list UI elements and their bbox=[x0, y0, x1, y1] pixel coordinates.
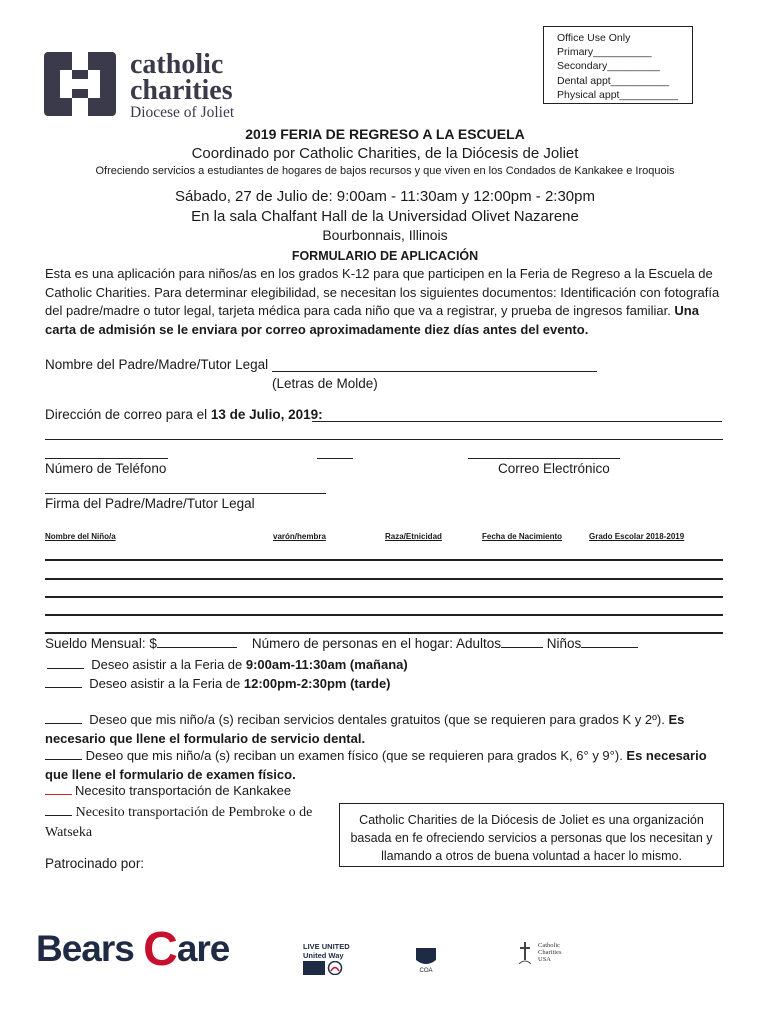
dental-required: Es necesario que llene el formulario de servicio dental. bbox=[45, 712, 685, 746]
signature-field[interactable] bbox=[45, 493, 326, 494]
dental-prefix: Deseo que mis niño/a (s) reciban servicios dentales gratuitos (que se requieren para grados K y 2º). bbox=[89, 712, 669, 727]
children-field[interactable] bbox=[581, 636, 638, 648]
household-line bbox=[45, 636, 638, 651]
kankakee-checkbox[interactable] bbox=[45, 784, 72, 795]
children-label: Niños bbox=[543, 636, 582, 651]
logo-line-3: Diocese of Joliet bbox=[130, 104, 235, 121]
child-row-1[interactable] bbox=[45, 559, 723, 561]
email-label: Correo Electrónico bbox=[498, 461, 610, 476]
office-primary: Primary__________ bbox=[557, 46, 652, 59]
united-way-icon bbox=[303, 961, 349, 975]
bears-care-suffix: are bbox=[176, 928, 230, 969]
ccusa-text: Catholic Charities USA bbox=[538, 942, 562, 963]
logo-line-1: catholic bbox=[130, 49, 224, 80]
signature-label: Firma del Padre/Madre/Tutor Legal bbox=[45, 496, 255, 511]
kankakee-label: Necesito transportación de Kankakee bbox=[75, 783, 292, 798]
child-row-2[interactable] bbox=[45, 578, 723, 580]
col-ethnicity: Raza/Etnicidad bbox=[385, 532, 442, 541]
address-field-line-2[interactable] bbox=[45, 439, 723, 440]
cross-icon bbox=[42, 50, 122, 118]
phone-field-extra[interactable] bbox=[317, 458, 353, 459]
event-city: Bourbonnais, Illinois bbox=[322, 227, 448, 243]
coa-logo bbox=[405, 946, 447, 974]
physical-checkbox[interactable] bbox=[45, 748, 82, 760]
afternoon-checkbox[interactable] bbox=[45, 676, 82, 688]
option-transport-kankakee bbox=[45, 783, 291, 798]
mission-statement-box: Catholic Charities de la Diócesis de Joliet es una organización basada en fe ofreciendo servicios a personas que los necesitan y llamando a otros de buena voluntad a hacer lo mismo. bbox=[339, 803, 724, 867]
bears-care-prefix: Bears bbox=[36, 928, 144, 969]
office-dental: Dental appt__________ bbox=[557, 74, 670, 87]
coa-text: COA bbox=[419, 968, 433, 974]
morning-checkbox[interactable] bbox=[47, 657, 84, 669]
afternoon-prefix: Deseo asistir a la Feria de bbox=[89, 676, 244, 691]
office-physical: Physical appt__________ bbox=[557, 88, 678, 101]
child-row-4[interactable] bbox=[45, 614, 723, 616]
ccusa-logo bbox=[518, 942, 576, 963]
col-birthdate: Fecha de Nacimiento bbox=[482, 532, 563, 541]
form-main-title: 2019 FERIA DE REGRESO A LA ESCUELA bbox=[245, 126, 525, 142]
intro-paragraph bbox=[45, 265, 725, 339]
parent-name-field[interactable] bbox=[272, 371, 597, 372]
parent-name-label: Nombre del Padre/Madre/Tutor Legal bbox=[45, 357, 269, 372]
event-place: En la sala Chalfant Hall de la Universidad Olivet Nazarene bbox=[191, 208, 579, 225]
option-dental bbox=[45, 711, 725, 748]
bears-care-logo bbox=[36, 922, 229, 977]
phone-field[interactable] bbox=[45, 458, 168, 459]
phone-label: Número de Teléfono bbox=[45, 461, 167, 476]
sponsored-by-label: Patrocinado por: bbox=[45, 856, 145, 871]
pembroke-label: Necesito transportación de Pembroke o de Watseka bbox=[45, 805, 313, 840]
event-date: Sábado, 27 de Julio de: 9:00am - 11:30am y 12:00pm - 2:30pm bbox=[175, 188, 595, 205]
ccusa-cross-icon bbox=[518, 942, 532, 964]
address-prefix: Dirección de correo para el bbox=[45, 407, 211, 422]
bears-care-c: C bbox=[143, 923, 177, 976]
united-way-logo bbox=[303, 942, 351, 977]
intro-text: Esta es una aplicación para niños/as en los grados K-12 para que participen en la Feria de Regreso a la Escuela de Catholic Charities. Para determinar elegibilidad, se necesitan los siguientes documentos: Identificación con fotografía del padre/madre o tutor legal, tarjeta médica para cada niño que va a registrar, y prueba de ingresos familiar. bbox=[45, 266, 720, 318]
office-use-title: Office Use Only bbox=[557, 32, 631, 44]
morning-time: 9:00am-11:30am (mañana) bbox=[245, 657, 408, 672]
application-form-title: FORMULARIO DE APLICACIÓN bbox=[291, 249, 479, 263]
united-way-text: LIVE UNITED United Way bbox=[303, 942, 350, 960]
child-row-3[interactable] bbox=[45, 596, 723, 598]
morning-prefix: Deseo asistir a la Feria de bbox=[91, 657, 246, 672]
income-label: Sueldo Mensual: $ bbox=[45, 636, 157, 651]
form-subtitle: Coordinado por Catholic Charities, de la Diócesis de Joliet bbox=[191, 145, 579, 162]
coa-seal-icon bbox=[414, 946, 438, 968]
print-hint: (Letras de Molde) bbox=[272, 376, 378, 391]
office-use-box bbox=[543, 26, 693, 104]
address-field[interactable] bbox=[312, 421, 722, 422]
persons-label: Número de personas en el hogar: Adultos bbox=[251, 636, 502, 651]
intro-bold: Una carta de admisión se le enviara por correo aproximadamente diez días antes del evento. bbox=[45, 303, 699, 337]
afternoon-time: 12:00pm-2:30pm (tarde) bbox=[243, 676, 391, 691]
child-row-5[interactable] bbox=[45, 632, 723, 634]
physical-required: Es necesario que llene el formulario de examen físico. bbox=[45, 748, 707, 782]
adults-field[interactable] bbox=[501, 636, 543, 648]
physical-prefix: Deseo que mis niño/a (s) reciban un examen físico (que se requieren para grados K, 6° y 9°). bbox=[85, 748, 627, 763]
address-label bbox=[45, 407, 323, 422]
option-morning bbox=[47, 657, 408, 672]
income-field[interactable] bbox=[157, 636, 237, 648]
email-field[interactable] bbox=[468, 458, 620, 459]
option-transport-pembroke bbox=[45, 802, 325, 842]
form-services-note: Ofreciendo servicios a estudiantes de hogares de bajos recursos y que viven en los Condados de Kankakee e Iroquois bbox=[95, 165, 675, 177]
col-grade: Grado Escolar 2018-2019 bbox=[589, 532, 685, 541]
dental-checkbox[interactable] bbox=[45, 712, 82, 724]
address-date: 13 de Julio, 2019: bbox=[210, 407, 323, 422]
office-secondary: Secondary_________ bbox=[557, 60, 660, 73]
col-gender: varón/hembra bbox=[273, 532, 326, 541]
option-physical bbox=[45, 747, 725, 784]
pembroke-checkbox[interactable] bbox=[45, 804, 72, 816]
option-afternoon bbox=[45, 676, 391, 691]
logo-line-2: charities bbox=[130, 75, 233, 106]
col-child-name: Nombre del Niño/a bbox=[45, 532, 116, 541]
catholic-charities-logo bbox=[42, 50, 252, 122]
